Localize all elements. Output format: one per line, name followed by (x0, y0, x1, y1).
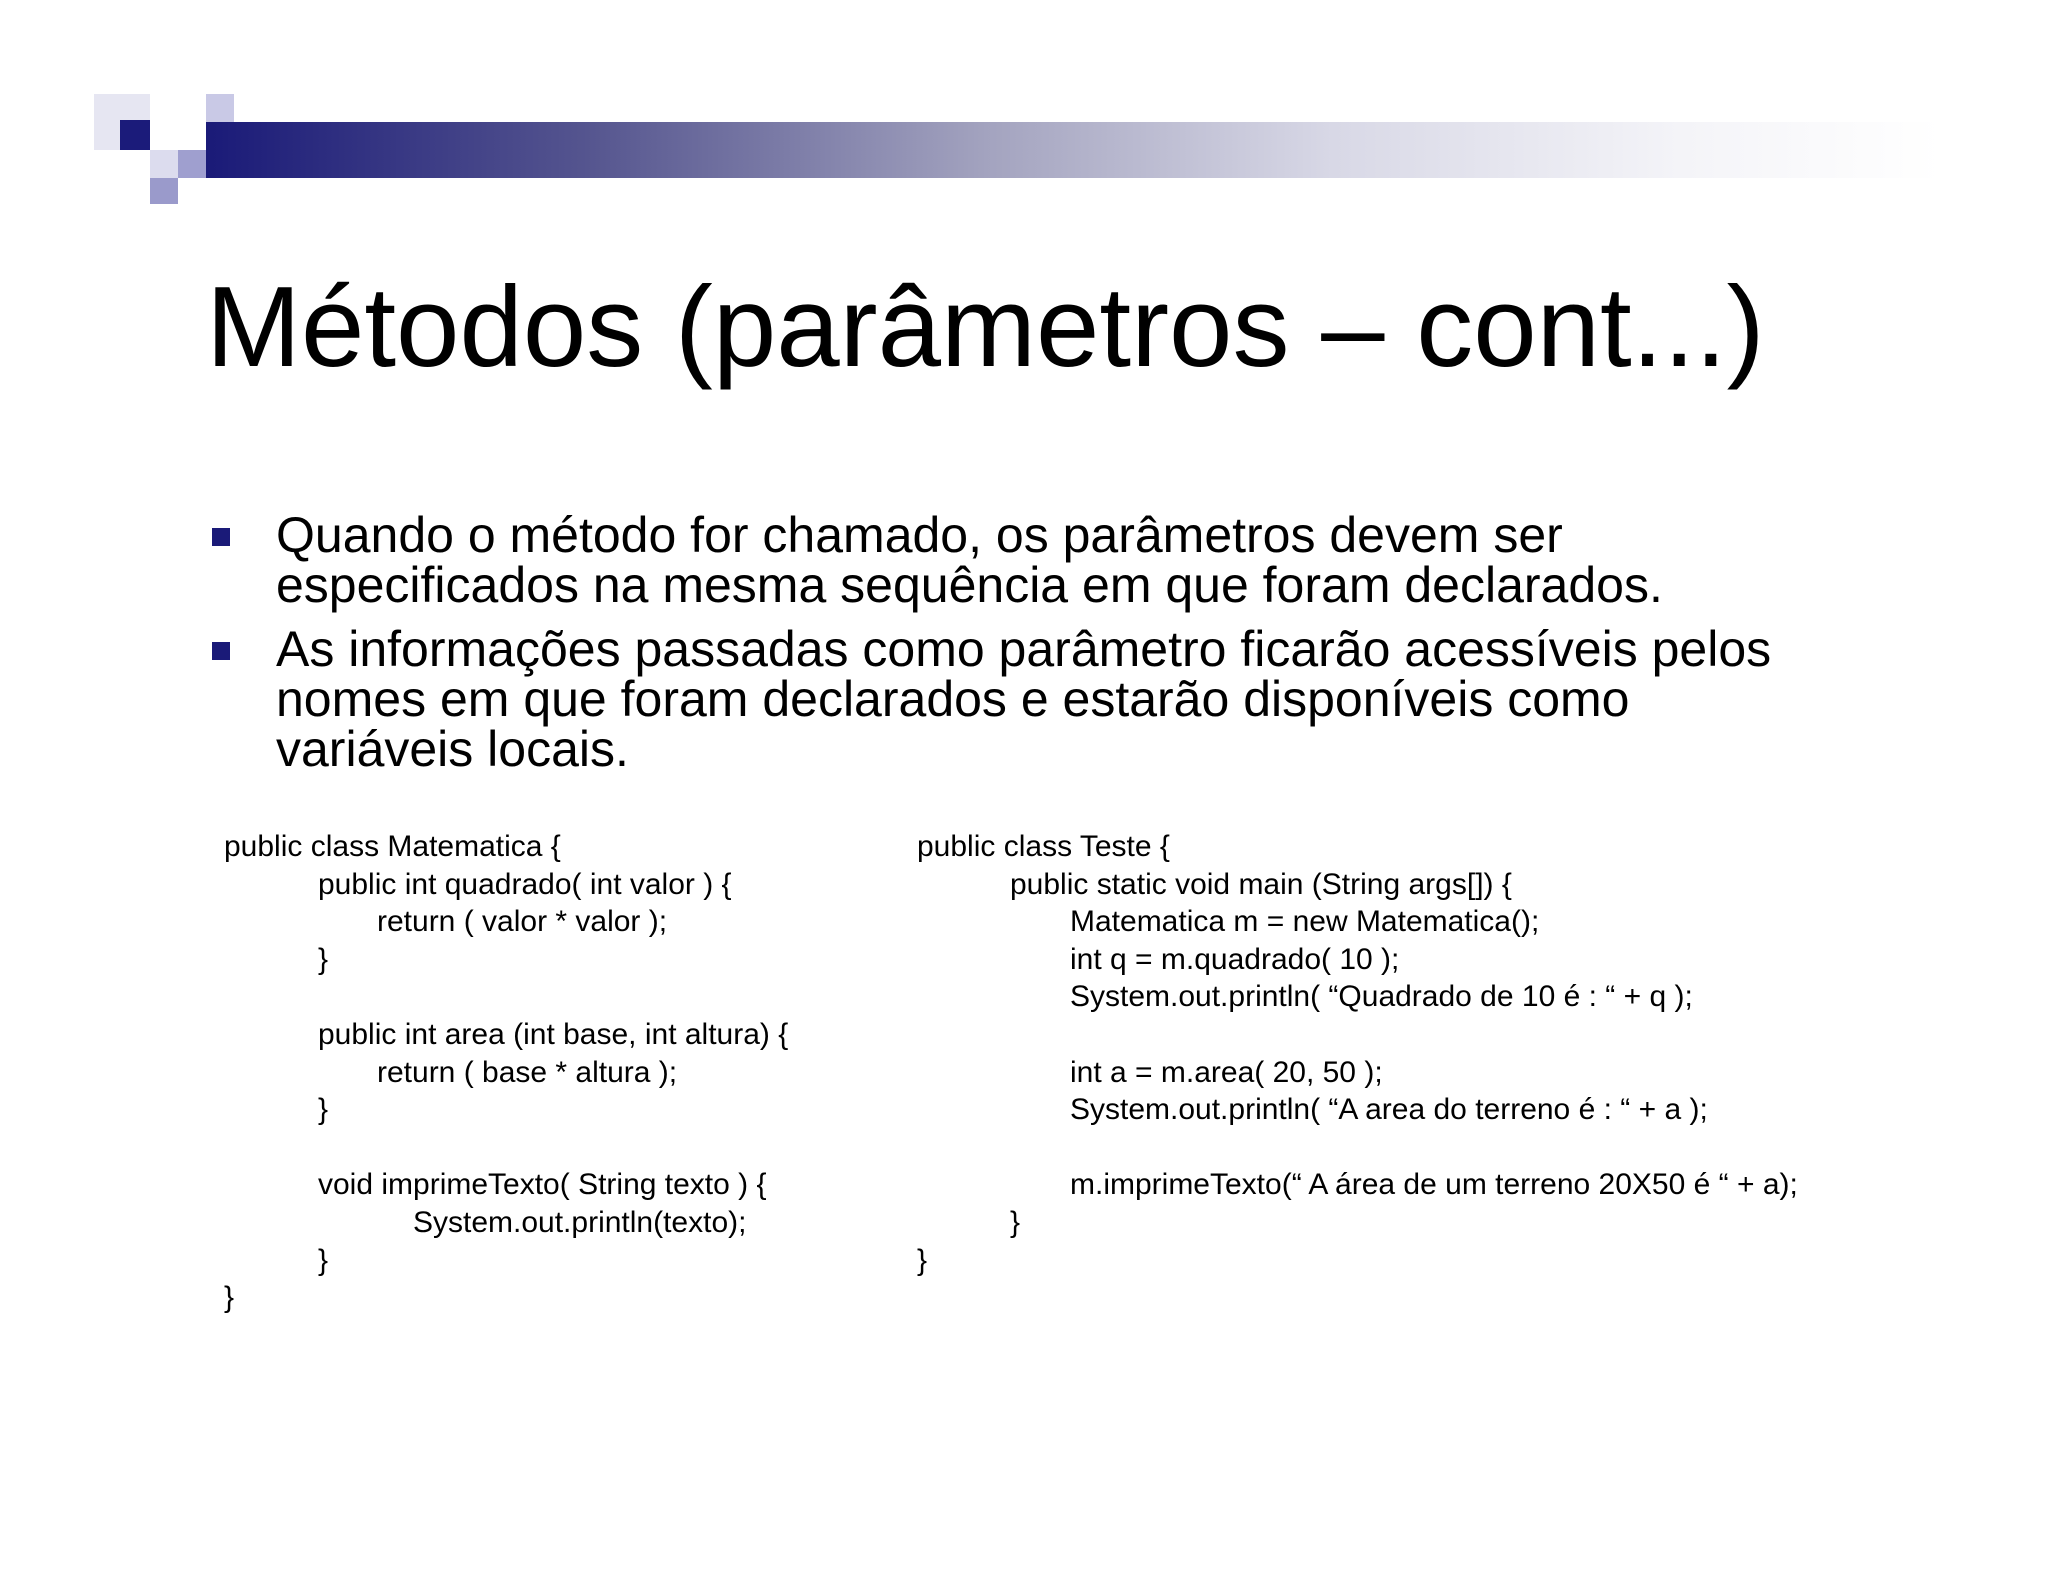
square-bullet-icon (212, 642, 230, 660)
slide-title: Métodos (parâmetros – cont...) (206, 264, 1765, 391)
code-line: System.out.println( “A area do terreno é : “ + a ); (1070, 1093, 1708, 1127)
bullet-line: As informações passadas como parâmetro ficarão acessíveis pelos (276, 621, 1772, 677)
code-line: public int quadrado( int valor ) { (318, 867, 732, 901)
header-square (120, 120, 150, 150)
code-line: } (318, 1093, 329, 1127)
code-line: System.out.println( “Quadrado de 10 é : “ + q ); (1070, 980, 1693, 1014)
code-line: return ( valor * valor ); (377, 905, 668, 939)
code-line: } (1010, 1205, 1021, 1239)
code-line (224, 1129, 788, 1167)
bullet-line: nomes em que foram declarados e estarão disponíveis como (276, 671, 1630, 727)
code-block-teste (917, 828, 1798, 1279)
code-line (224, 978, 788, 1016)
code-line (917, 1129, 1798, 1167)
code-line: public static void main (String args[]) { (1010, 867, 1512, 901)
code-line: int a = m.area( 20, 50 ); (1070, 1055, 1383, 1089)
square-bullet-icon (212, 528, 230, 546)
header-square (150, 178, 178, 204)
bullet-line: especificados na mesma sequência em que foram declarados. (276, 557, 1663, 613)
header-square (178, 150, 206, 178)
code-line (917, 1016, 1798, 1054)
code-line: Matematica m = new Matematica(); (1070, 905, 1540, 939)
code-line: } (318, 942, 329, 976)
bullet-line: Quando o método for chamado, os parâmetros devem ser (276, 507, 1563, 563)
code-line: } (318, 1243, 329, 1277)
header-square (206, 94, 234, 122)
code-line: } (224, 1281, 235, 1315)
bullet-line: variáveis locais. (276, 721, 629, 777)
header-square (150, 150, 178, 178)
bullet-list (208, 507, 1968, 788)
header-gradient-bar (206, 122, 1940, 178)
code-line: m.imprimeTexto(“ A área de um terreno 20X50 é “ + a); (1070, 1168, 1798, 1202)
code-line: void imprimeTexto( String texto ) { (318, 1168, 767, 1202)
bullet-item (208, 621, 1968, 777)
code-line: public int area (int base, int altura) { (318, 1017, 789, 1051)
code-line: int q = m.quadrado( 10 ); (1070, 942, 1400, 976)
bullet-item (208, 507, 1968, 613)
code-line: return ( base * altura ); (377, 1055, 678, 1089)
code-line: public class Teste { (917, 830, 1170, 863)
code-block-matematica (224, 828, 788, 1317)
code-line: } (917, 1243, 928, 1277)
code-line: public class Matematica { (224, 830, 561, 863)
code-line: System.out.println(texto); (413, 1205, 747, 1239)
